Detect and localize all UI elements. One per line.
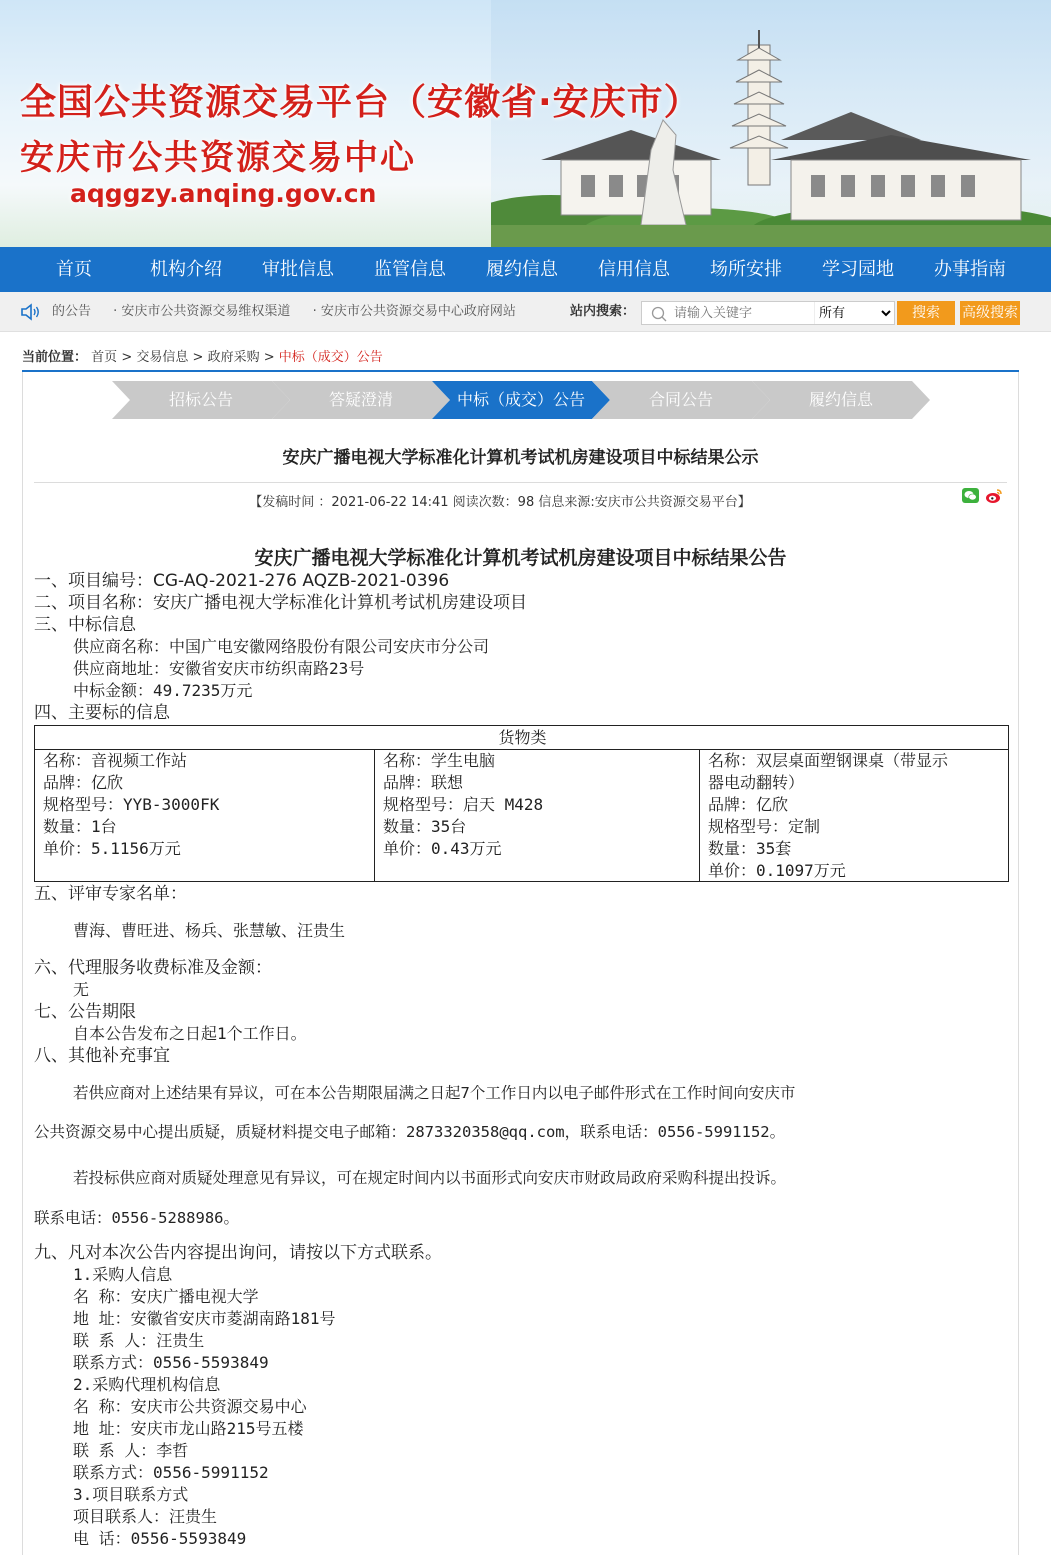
- goods-item: [700, 750, 1009, 882]
- search-input[interactable]: [674, 302, 814, 324]
- nav-item-credit[interactable]: 信用信息: [598, 259, 670, 280]
- goods-field: 数量：35台: [383, 817, 467, 836]
- goods-field: 名称：双层桌面塑钢课桌（带显示: [708, 751, 949, 770]
- project-contact-person: 项目联系人：汪贵生: [73, 1507, 218, 1526]
- breadcrumb: [22, 346, 383, 365]
- search-button[interactable]: 搜索: [897, 301, 955, 325]
- goods-field: 名称：学生电脑: [383, 751, 496, 770]
- banner-title-line2: 安庆市公共资源交易中心: [20, 138, 416, 178]
- objection-paragraph-1: 若供应商对上述结果有异议，可在本公告期限届满之日起7个工作日内以电子邮件形式在工作时间向安庆市: [73, 1084, 796, 1102]
- section-project-name: 二、项目名称：安庆广播电视大学标准化计算机考试机房建设项目: [34, 593, 527, 613]
- section-experts: 五、评审专家名单：: [34, 884, 187, 904]
- main-nav: [0, 247, 1051, 292]
- search-icon: [651, 306, 667, 322]
- meta-divider: [34, 482, 1007, 483]
- section-other: 八、其他补充事宜: [34, 1046, 170, 1066]
- breadcrumb-sep: >: [121, 350, 133, 365]
- supplier-address: 供应商地址：安徽省安庆市纺织南路23号: [73, 659, 365, 678]
- goods-field: 数量：1台: [43, 817, 117, 836]
- step-tab-label: 履约信息: [808, 390, 873, 409]
- breadcrumb-item-trade[interactable]: 交易信息: [136, 350, 189, 365]
- goods-field: 规格型号：定制: [708, 817, 821, 836]
- purchaser-address: 地 址：安徽省安庆市菱湖南路181号: [73, 1309, 336, 1328]
- step-tab-label: 中标（成交）公告: [456, 390, 585, 409]
- step-tab-label: 合同公告: [648, 390, 713, 409]
- breadcrumb-label: 当前位置：: [22, 350, 88, 365]
- step-tab-label: 答疑澄清: [328, 390, 393, 409]
- breadcrumb-sep: >: [192, 350, 204, 365]
- goods-field: 品牌：亿欣: [43, 773, 124, 792]
- nav-item-venue[interactable]: 场所安排: [710, 259, 782, 280]
- search-box: [641, 301, 895, 325]
- goods-item: [375, 750, 700, 882]
- nav-item-about[interactable]: 机构介绍: [150, 259, 222, 280]
- banner-title-line1: 全国公共资源交易平台（安徽省·安庆市）: [20, 82, 701, 123]
- nav-item-performance[interactable]: 履约信息: [486, 259, 558, 280]
- goods-item: [35, 750, 375, 882]
- breadcrumb-item-home[interactable]: 首页: [91, 350, 118, 365]
- agency-contact: 联 系 人：李哲: [73, 1441, 189, 1460]
- agency-phone: 联系方式：0556-5991152: [73, 1463, 269, 1482]
- section-main-items: 四、主要标的信息: [34, 703, 170, 723]
- article-title: 安庆广播电视大学标准化计算机考试机房建设项目中标结果公示: [282, 448, 759, 468]
- section-agency-fee: 六、代理服务收费标准及金额：: [34, 958, 272, 978]
- goods-field: 单价：0.1097万元: [708, 861, 846, 880]
- article-meta: 【发稿时间 ：2021-06-22 14:41 阅读次数：98 信息来源:安庆市公共资源交易平台】: [249, 495, 751, 510]
- site-banner: [0, 0, 1051, 247]
- goods-table: [34, 725, 1009, 882]
- project-contact-phone: 电 话：0556-5593849: [73, 1529, 247, 1548]
- notice-item[interactable]: · 安庆市公共资源交易中心政府网站: [312, 304, 516, 319]
- agency-title: 2.采购代理机构信息: [73, 1375, 221, 1394]
- purchaser-name: 名 称：安庆广播电视大学: [73, 1287, 259, 1306]
- section-project-number: 一、项目编号：CG-AQ-2021-276 AQZB-2021-0396: [34, 571, 450, 591]
- speaker-icon: [20, 302, 42, 322]
- weibo-share-icon[interactable]: [985, 487, 1003, 504]
- breadcrumb-item-procurement[interactable]: 政府采购: [207, 350, 260, 365]
- banner-url: aqggzy.anqing.gov.cn: [70, 179, 377, 208]
- project-contact-title: 3.项目联系方式: [73, 1485, 189, 1504]
- complaint-phone: 联系电话：0556-5288986。: [34, 1209, 239, 1227]
- goods-field: 数量：35套: [708, 839, 792, 858]
- supplier-name: 供应商名称：中国广电安徽网络股份有限公司安庆市分公司: [73, 637, 490, 656]
- step-tab-label: 招标公告: [168, 390, 233, 409]
- nav-item-guide[interactable]: 办事指南: [934, 259, 1006, 280]
- breadcrumb-sep: >: [263, 350, 275, 365]
- nav-item-learning[interactable]: 学习园地: [822, 259, 894, 280]
- expert-list: 曹海、曹旺进、杨兵、张慧敏、汪贵生: [73, 921, 346, 940]
- goods-field: 品牌：联想: [383, 773, 464, 792]
- section-award-info: 三、中标信息: [34, 615, 136, 635]
- agency-address: 地 址：安庆市龙山路215号五楼: [73, 1419, 304, 1438]
- search-label: 站内搜索：: [570, 304, 636, 319]
- nav-item-approval[interactable]: 审批信息: [262, 259, 334, 280]
- notice-item[interactable]: 的公告: [52, 304, 92, 319]
- advanced-search-button[interactable]: 高级搜索: [960, 301, 1020, 325]
- purchaser-title: 1.采购人信息: [73, 1265, 173, 1284]
- notice-scroll: [52, 292, 544, 332]
- purchaser-phone: 联系方式：0556-5593849: [73, 1353, 269, 1372]
- wechat-share-icon[interactable]: [962, 488, 979, 503]
- award-amount: 中标金额：49.7235万元: [73, 681, 253, 700]
- notice-period-value: 自本公告发布之日起1个工作日。: [73, 1024, 307, 1043]
- goods-field: 规格型号：启天 M428: [383, 795, 544, 814]
- goods-field: 规格型号：YYB-3000FK: [43, 795, 220, 814]
- announcement-title: 安庆广播电视大学标准化计算机考试机房建设项目中标结果公告: [254, 547, 787, 569]
- objection-paragraph-1-cont: 公共资源交易中心提出质疑，质疑材料提交电子邮箱：2873320358@qq.com，联系电话：0556-5991152。: [34, 1123, 786, 1141]
- goods-field: 器电动翻转）: [708, 773, 805, 792]
- goods-field: 品牌：亿欣: [708, 795, 789, 814]
- notice-item[interactable]: · 安庆市公共资源交易维权渠道: [113, 304, 291, 319]
- goods-table-header: 货物类: [35, 726, 1009, 750]
- purchaser-contact: 联 系 人：汪贵生: [73, 1331, 205, 1350]
- complaint-paragraph: 若投标供应商对质疑处理意见有异议，可在规定时间内以书面形式向安庆市财政局政府采购科提出投诉。: [73, 1169, 787, 1187]
- agency-fee-value: 无: [73, 980, 90, 999]
- goods-field: 单价：5.1156万元: [43, 839, 181, 858]
- section-contact: 九、凡对本次公告内容提出询问，请按以下方式联系。: [34, 1243, 442, 1263]
- section-notice-period: 七、公告期限: [34, 1002, 136, 1022]
- goods-field: 名称：音视频工作站: [43, 751, 188, 770]
- search-scope-select[interactable]: [814, 302, 894, 324]
- breadcrumb-current[interactable]: 中标（成交）公告: [278, 350, 383, 365]
- nav-item-supervision[interactable]: 监管信息: [374, 259, 446, 280]
- goods-field: 单价：0.43万元: [383, 839, 502, 858]
- agency-name: 名 称：安庆市公共资源交易中心: [73, 1397, 307, 1416]
- nav-item-home[interactable]: 首页: [56, 259, 92, 280]
